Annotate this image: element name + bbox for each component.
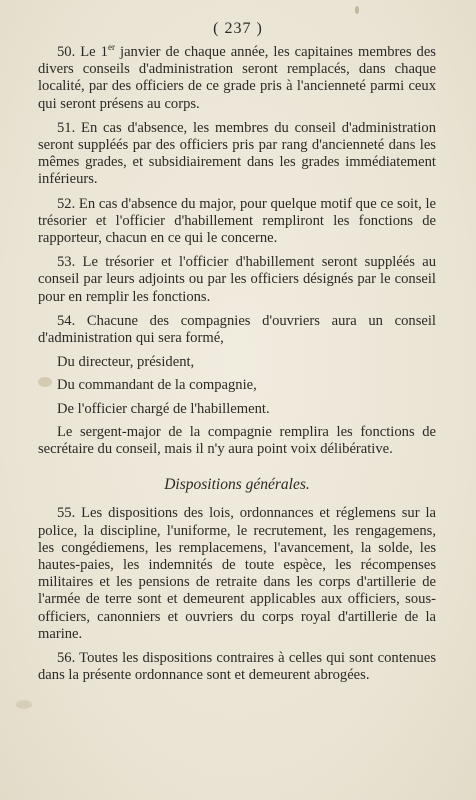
article-55: 55. Les dispositions des lois, ordonnances et réglemens sur la police, la discipline, l'uniforme, le recrutement, les rengagemens, les congédiemens, les remplacemens, l'avancement, la solde, les hautes-paies, les indemnités de toute espèce, les récompenses militaires et les pensions de retraite dans les corps d'artillerie de l'armée de terre sont et demeurent applicables aux officiers, sous-officiers, canonniers et ouvriers du corps royal d'artillerie de la marine. [38, 505, 436, 642]
sergeant-paragraph: Le sergent-major de la compagnie remplira les fonctions de secrétaire du conseil, mais il n'y aura point voix délibérative. [38, 423, 436, 458]
paper-stain [355, 6, 359, 14]
article-50-rest: janvier de chaque année, les capitaines membres des divers conseils d'administration seront remplacés, dans chaque localité, par des officiers de ce grade pris à l'ancienneté parmi ceux qui seront présens au corps. [38, 44, 436, 112]
paper-stain [16, 700, 32, 709]
list-item: De l'officier chargé de l'habillement. [57, 400, 270, 417]
article-54: 54. Chacune des compagnies d'ouvriers aura un conseil d'administration qui sera formé, [38, 312, 436, 347]
section-heading: Dispositions générales. [164, 476, 310, 494]
page-number: ( 237 ) [213, 20, 263, 37]
article-53: 53. Le trésorier et l'officier d'habillement seront suppléés au conseil par leurs adjoints ou par les officiers désignés par le conseil pour en remplir les fonctions. [38, 254, 436, 305]
article-52: 52. En cas d'absence du major, pour quelque motif que ce soit, le trésorier et l'officier d'habillement rempliront les fonctions de rapporteur, chacun en ce qui le concerne. [38, 195, 436, 247]
article-50 [38, 44, 436, 113]
ordinal-superscript: er [107, 42, 115, 53]
article-51: 51. En cas d'absence, les membres du conseil d'administration seront suppléés par des officiers pris par rang d'ancienneté dans les mêmes grades, et subsidiairement dans les grades immédiatement inférieurs. [38, 119, 436, 188]
article-56: 56. Toutes les dispositions contraires à celles qui sont contenues dans la présente ordonnance sont et demeurent abrogées. [38, 650, 436, 684]
list-item: Du commandant de la compagnie, [57, 377, 257, 394]
article-50-start: 50. Le 1 [57, 44, 108, 60]
list-item: Du directeur, président, [57, 354, 195, 371]
document-body [38, 44, 436, 692]
